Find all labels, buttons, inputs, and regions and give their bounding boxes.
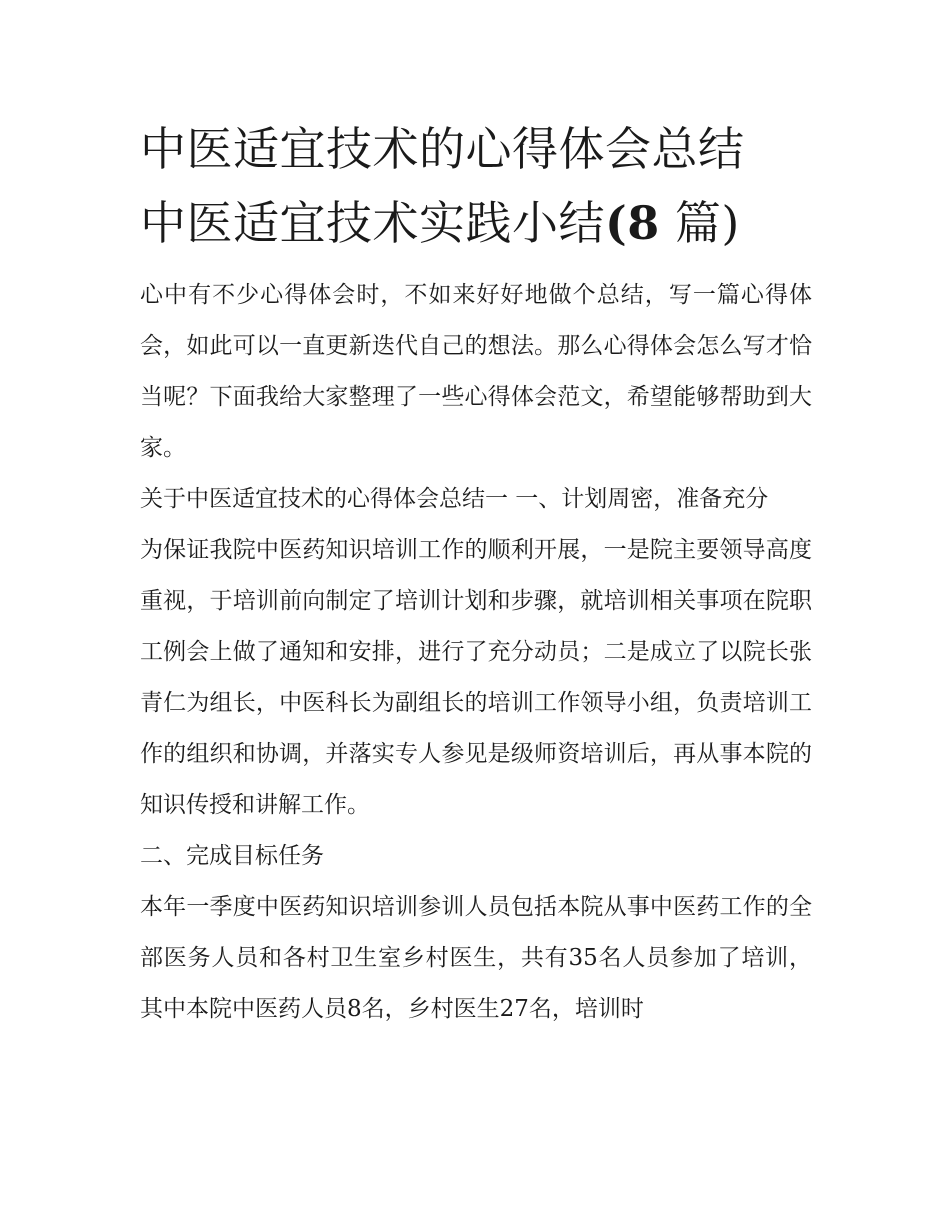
section-heading-1: 关于中医适宜技术的心得体会总结一 一、计划周密，准备充分 — [140, 486, 769, 512]
section-heading-2: 二、完成目标任务 — [140, 843, 324, 869]
body-paragraph-1: 为保证我院中医药知识培训工作的顺利开展，一是院主要领导高度重视，于培训前向制定了培训计划和步骤，就培训相关事项在院职工例会上做了通知和安排，进行了充分动员；二是成立了以院长张青仁为组长，中医科长为副组长的培训工作领导小组，负责培训工作的组织和协调，并落实专人参见是级师资培训后，再从事本院的知识传授和讲解工作。 — [140, 537, 812, 818]
document-body — [140, 270, 812, 1035]
document-title — [140, 112, 812, 260]
title-line-2-tail: 篇) — [674, 196, 740, 250]
intro-paragraph: 心中有不少心得体会时，不如来好好地做个总结，写一篇心得体会，如此可以一直更新迭代自己的想法。那么心得体会怎么写才恰当呢？下面我给大家整理了一些心得体会范文，希望能够帮助到大家。 — [140, 282, 812, 461]
body-paragraph-2: 本年一季度中医药知识培训参训人员包括本院从事中医药工作的全部医务人员和各村卫生室乡村医生，共有35名人员参加了培训，其中本院中医药人员8名，乡村医生27名，培训时 — [140, 894, 812, 1022]
title-count: (8 — [605, 196, 660, 250]
title-line-1: 中医适宜技术的心得体会总结 — [140, 122, 745, 176]
title-line-2: 中医适宜技术实践小结 — [140, 196, 605, 250]
document-page — [140, 112, 812, 1035]
